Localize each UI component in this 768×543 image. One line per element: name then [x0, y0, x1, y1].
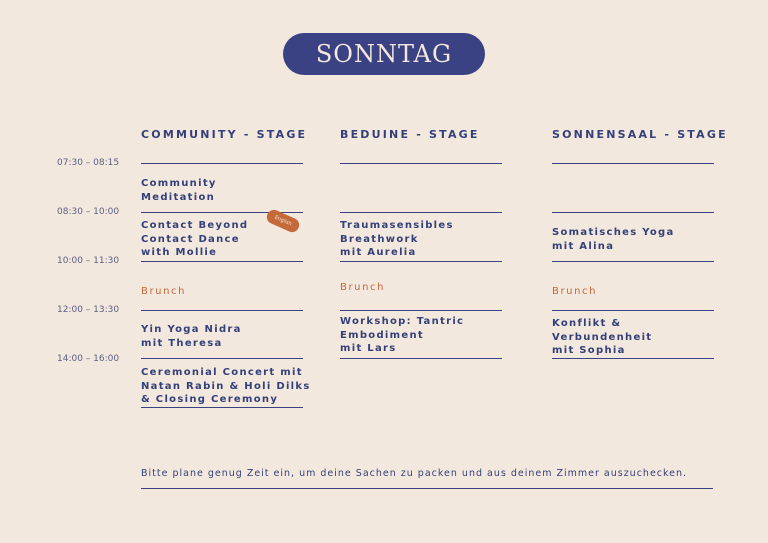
time-slot-3: 10:00 – 11:30 — [57, 256, 120, 266]
time-slot-1: 07:30 – 08:15 — [57, 158, 120, 168]
footer-divider — [141, 488, 713, 489]
divider — [141, 261, 303, 262]
divider — [552, 358, 714, 359]
divider — [340, 261, 502, 262]
divider — [340, 310, 502, 311]
time-slot-4: 12:00 – 13:30 — [57, 305, 120, 315]
divider — [141, 358, 303, 359]
event-brunch: Brunch — [552, 286, 598, 297]
divider — [340, 358, 502, 359]
divider — [552, 310, 714, 311]
divider — [141, 163, 303, 164]
stage-header-beduine: BEDUINE - STAGE — [340, 128, 480, 141]
divider — [141, 407, 303, 408]
event-yin-yoga: Yin Yoga Nidra mit Theresa — [141, 324, 242, 349]
divider — [552, 212, 714, 213]
stage-header-sonnensaal: SONNENSAAL - STAGE — [552, 128, 728, 141]
footer-note: Bitte plane genug Zeit ein, um deine Sachen zu packen und aus deinem Zimmer auszuchecken. — [141, 468, 688, 479]
event-tantric-workshop: Workshop: Tantric Embodiment mit Lars — [340, 316, 465, 354]
event-somatic-yoga: Somatisches Yoga mit Alina — [552, 227, 675, 252]
event-ceremonial-concert: Ceremonial Concert mit Natan Rabin & Holi Dilks & Closing Ceremony — [141, 367, 311, 405]
event-community-meditation: Community Meditation — [141, 178, 217, 203]
divider — [552, 163, 714, 164]
divider — [552, 261, 714, 262]
language-badge: English — [265, 208, 302, 235]
event-konflikt: Konflikt & Verbundenheit mit Sophia — [552, 318, 653, 356]
time-slot-2: 08:30 – 10:00 — [57, 207, 120, 217]
event-breathwork: Traumasensibles Breathwork mit Aurelia — [340, 220, 454, 258]
event-brunch: Brunch — [340, 282, 386, 293]
divider — [141, 310, 303, 311]
stage-header-community: COMMUNITY - STAGE — [141, 128, 308, 141]
time-slot-5: 14:00 – 16:00 — [57, 354, 120, 364]
divider — [340, 212, 502, 213]
event-brunch: Brunch — [141, 286, 187, 297]
day-title: SONNTAG — [283, 33, 485, 75]
event-contact-dance: Contact Beyond Contact Dance with Mollie — [141, 220, 249, 258]
divider — [340, 163, 502, 164]
